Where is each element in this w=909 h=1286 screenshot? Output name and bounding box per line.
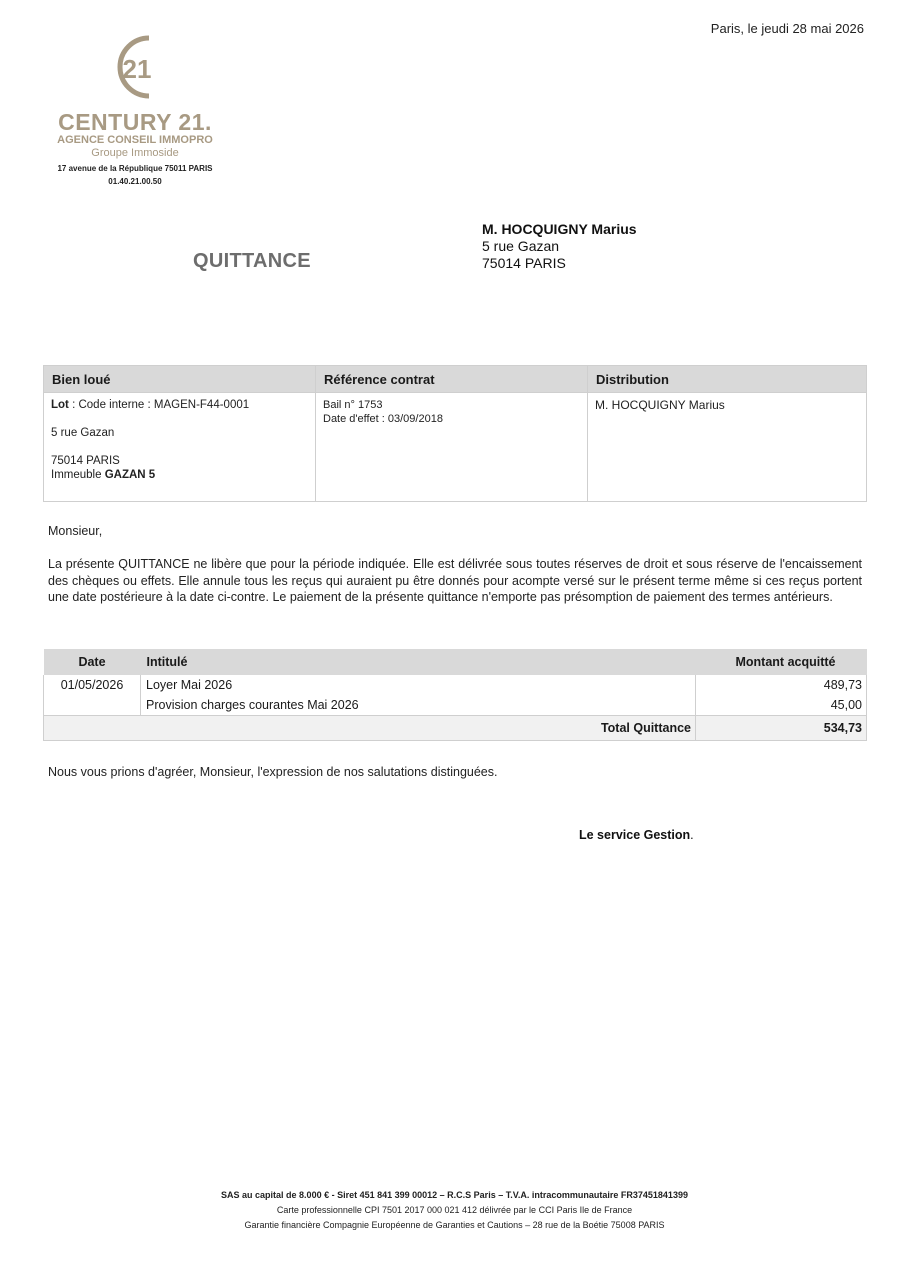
header-contract: Référence contrat	[316, 366, 588, 393]
header-distribution: Distribution	[588, 366, 867, 393]
table-row	[44, 675, 867, 695]
property-info-table	[43, 365, 867, 502]
lease-number: Bail n° 1753	[323, 399, 383, 411]
total-label: Total Quittance	[44, 716, 696, 741]
row-date: 01/05/2026	[44, 675, 141, 695]
distribution-cell	[588, 393, 867, 502]
row-amount: 489,73	[696, 675, 867, 695]
total-row	[44, 716, 867, 741]
contract-cell	[316, 393, 588, 502]
agency-logo-block	[45, 30, 225, 188]
total-amount: 534,73	[696, 716, 867, 741]
agency-brand: CENTURY 21.	[58, 109, 212, 135]
document-title: QUITTANCE	[193, 250, 311, 272]
building-name: GAZAN 5	[104, 469, 156, 481]
logo-mark-text: 21	[122, 54, 152, 84]
agency-name: AGENCE CONSEIL IMMOPRO	[57, 134, 213, 146]
effective-date: Date d'effet : 03/09/2018	[323, 413, 443, 425]
table-row	[44, 695, 867, 716]
recipient-street: 5 rue Gazan	[482, 238, 560, 254]
recipient-city: 75014 PARIS	[482, 255, 566, 271]
row-amount: 45,00	[696, 695, 867, 716]
document-date: Paris, le jeudi 28 mai 2026	[710, 21, 864, 36]
signature	[579, 828, 694, 842]
agency-address: 17 avenue de la République 75011 PARIS	[57, 164, 213, 173]
header-amount: Montant acquitté	[696, 649, 867, 675]
lot-value: : Code interne : MAGEN-F44-0001	[68, 399, 250, 411]
signature-tail: .	[690, 828, 694, 842]
signature-name: Le service Gestion	[579, 828, 691, 842]
header-date: Date	[44, 649, 141, 675]
recipient-address	[482, 221, 637, 272]
header-label: Intitulé	[141, 649, 696, 675]
salutation: Monsieur,	[48, 524, 103, 538]
property-street: 5 rue Gazan	[51, 427, 115, 439]
footer-line-2: Carte professionnelle CPI 7501 2017 000 021 412 délivrée par le CCI Paris Ile de France	[276, 1205, 633, 1215]
row-label: Provision charges courantes Mai 2026	[141, 695, 696, 716]
row-label: Loyer Mai 2026	[141, 675, 696, 695]
legal-footer	[0, 1188, 909, 1233]
recipient-name: M. HOCQUIGNY Marius	[482, 221, 637, 237]
row-date	[44, 695, 141, 716]
agency-phone: 01.40.21.00.50	[108, 177, 162, 186]
legal-paragraph: La présente QUITTANCE ne libère que pour la période indiquée. Elle est délivrée sous toutes réserves de droit et sous réserve de l'encaissement des chèques ou effets. Elle annule tous les reçus qui auraient pu être donnés pour acompte versé sur le présent terme même si ces reçus portent une date postérieure à la date ci-contre. Le paiement de la présente quittance n'emporte pas présomption de paiement des termes antérieurs.	[48, 557, 862, 604]
distribution-name: M. HOCQUIGNY Marius	[595, 398, 725, 412]
closing-formula: Nous vous prions d'agréer, Monsieur, l'expression de nos salutations distinguées.	[48, 765, 498, 779]
payment-table	[43, 649, 867, 741]
footer-line-1: SAS au capital de 8.000 € - Siret 451 841 399 00012 – R.C.S Paris – T.V.A. intracommunautaire FR37451841399	[221, 1190, 688, 1200]
property-city: 75014 PARIS	[51, 455, 120, 467]
footer-line-3: Garantie financière Compagnie Européenne de Garanties et Cautions – 28 rue de la Boétie 75008 PARIS	[244, 1220, 665, 1230]
lot-label: Lot	[51, 399, 69, 411]
building-label: Immeuble	[51, 469, 105, 481]
header-property: Bien loué	[44, 366, 316, 393]
agency-group: Groupe Immoside	[91, 147, 179, 159]
property-cell	[44, 393, 316, 502]
century21-logo-icon	[105, 30, 165, 104]
